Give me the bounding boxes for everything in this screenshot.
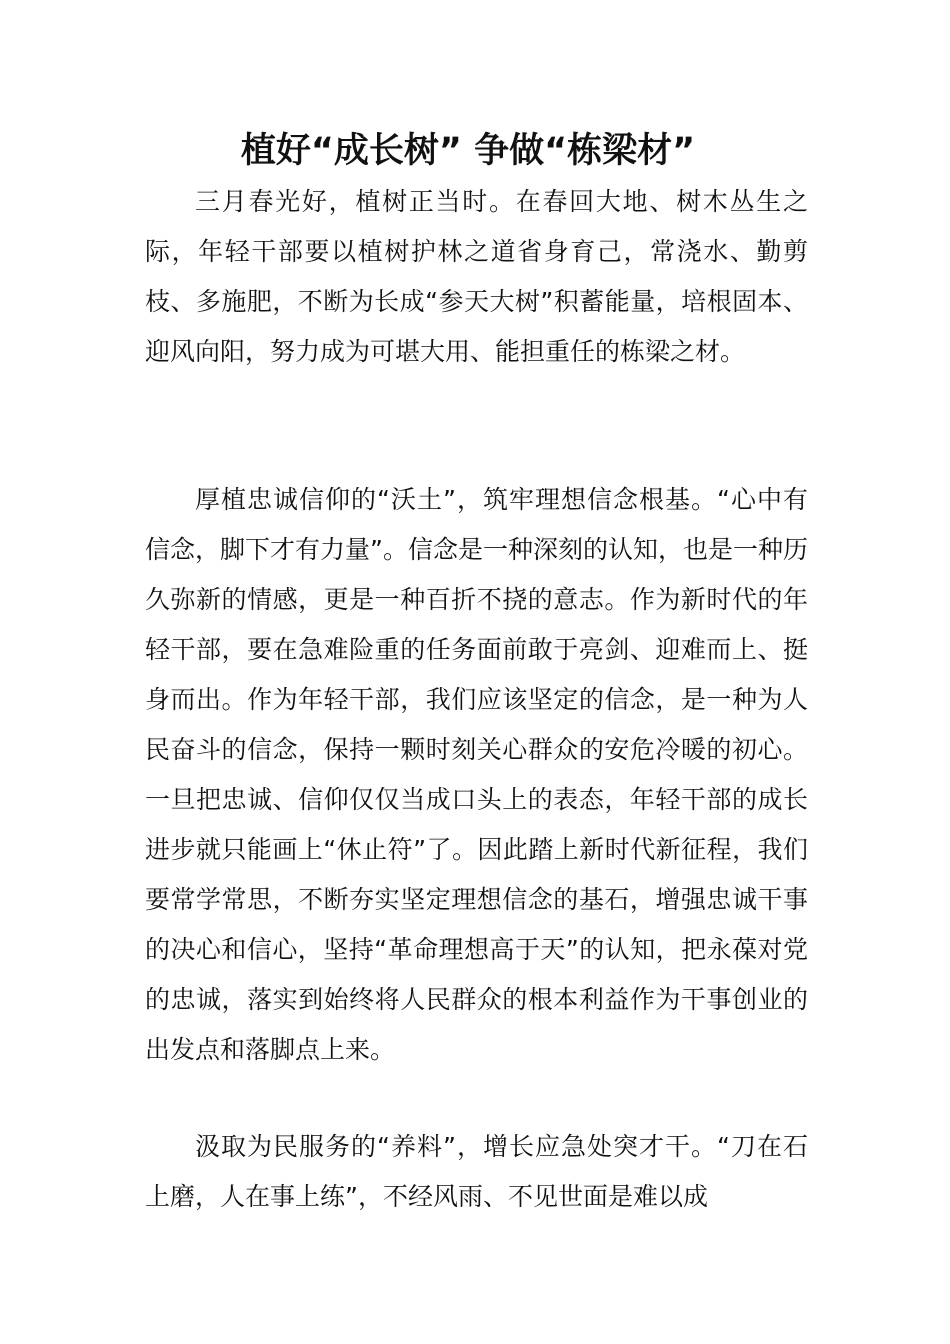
paragraph-2: 厚植忠诚信仰的“沃土”，筑牢理想信念根基。“心中有信念，脚下才有力量”。信念是一种深刻的认知，也是一种历久弥新的情感，更是一种百折不挠的意志。作为新时代的年轻干部，要在急难险重的任务面前敢于亮剑、迎难而上、挺身而出。作为年轻干部，我们应该坚定的信念，是一种为人民奋斗的信念，保持一颗时刻关心群众的安危冷暖的初心。一旦把忠诚、信仰仅仅当成口头上的表态，年轻干部的成长进步就只能画上“休止符”了。因此踏上新时代新征程，我们要常学常思，不断夯实坚定理想信念的基石，增强忠诚干事的决心和信心，坚持“革命理想高于天”的认知，把永葆对党的忠诚，落实到始终将人民群众的根本利益作为干事创业的出发点和落脚点上来。 xyxy=(145,485,808,1064)
document-title: 植好“成长树” 争做“栋梁材” xyxy=(240,131,696,171)
paragraph-1: 三月春光好，植树正当时。在春回大地、树木丛生之际，年轻干部要以植树护林之道省身育己，常浇水、勤剪枝、多施肥，不断为长成“参天大树”积蓄能量，培根固本、迎风向阳，努力成为可堪大用、能担重任的栋梁之材。 xyxy=(145,187,808,366)
paragraph-3: 汲取为民服务的“养料”，增长应急处突才干。“刀在石上磨，人在事上练”，不经风雨、不见世面是难以成 xyxy=(145,1132,808,1211)
